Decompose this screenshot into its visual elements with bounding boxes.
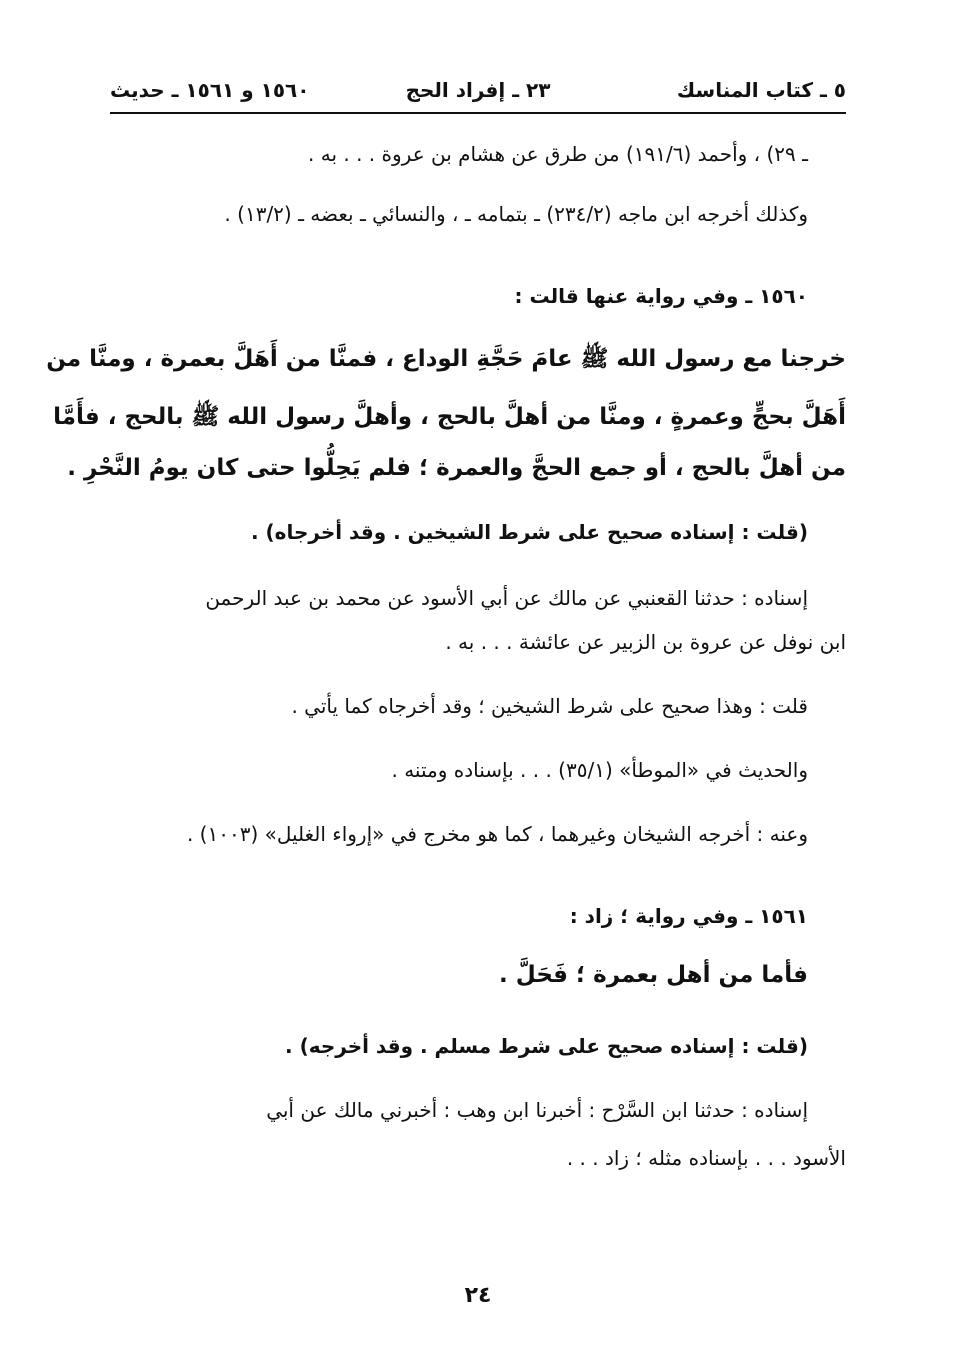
hadith-1560-text-line: أَهَلَّ بحجٍّ وعمرةٍ ، ومنَّا من أهلَّ بالحج ، وأهلَّ رسول الله ﷺ بالحج ، فأَمَّا — [53, 404, 846, 430]
header-section: ٢٣ ـ إفراد الحج — [405, 78, 551, 102]
commentary-line: والحديث في «الموطأ» (٣٥/١) . . . بإسناده ومتنه . — [391, 758, 808, 782]
takhrij-note: وكذلك أخرجه ابن ماجه (٢٣٤/٢) ـ بتمامه ـ ، والنسائي ـ بعضه ـ (١٣/٢) . — [224, 202, 808, 226]
running-header — [110, 74, 846, 114]
isnad-1561-line: إسناده : حدثنا ابن السَّرْح : أخبرنا ابن وهب : أخبرني مالك عن أبي — [266, 1098, 808, 1122]
hadith-1560-text-line: خرجنا مع رسول الله ﷺ عامَ حَجَّةِ الوداع ، فمنَّا من أَهَلَّ بعمرة ، ومنَّا من — [46, 346, 846, 372]
footnote-continuation: ـ ٢٩) ، وأحمد (١٩١/٦) من طرق عن هشام بن عروة . . . به . — [308, 142, 808, 166]
hadith-1561-heading: ١٥٦١ ـ وفي رواية ؛ زاد : — [569, 904, 808, 928]
header-rule — [110, 112, 846, 114]
page-number: ٢٤ — [464, 1283, 492, 1308]
hadith-1560-heading: ١٥٦٠ ـ وفي رواية عنها قالت : — [514, 284, 808, 308]
header-chapter: ٥ ـ كتاب المناسك — [676, 78, 846, 102]
hadith-1560-text-line: من أهلَّ بالحج ، أو جمع الحجَّ والعمرة ؛ فلم يَحِلُّوا حتى كان يومُ النَّحْرِ . — [67, 455, 846, 481]
hadith-1561-text: فأما من أهل بعمرة ؛ فَحَلَّ . — [499, 962, 808, 988]
grading-1560: (قلت : إسناده صحيح على شرط الشيخين . وقد أخرجاه) . — [250, 520, 808, 544]
isnad-1560-line: إسناده : حدثنا القعنبي عن مالك عن أبي الأسود عن محمد بن عبد الرحمن — [205, 586, 808, 610]
commentary-line: قلت : وهذا صحيح على شرط الشيخين ؛ وقد أخرجاه كما يأتي . — [291, 694, 808, 718]
isnad-1561-line: الأسود . . . بإسناده مثله ؛ زاد . . . — [566, 1146, 846, 1170]
grading-1561: (قلت : إسناده صحيح على شرط مسلم . وقد أخرجه) . — [285, 1034, 808, 1058]
header-hadith-range: ١٥٦٠ و ١٥٦١ ـ حديث — [110, 78, 310, 102]
isnad-1560-line: ابن نوفل عن عروة بن الزبير عن عائشة . . . به . — [445, 630, 846, 654]
commentary-line: وعنه : أخرجه الشيخان وغيرهما ، كما هو مخرج في «إرواء الغليل» (١٠٠٣) . — [186, 822, 808, 846]
